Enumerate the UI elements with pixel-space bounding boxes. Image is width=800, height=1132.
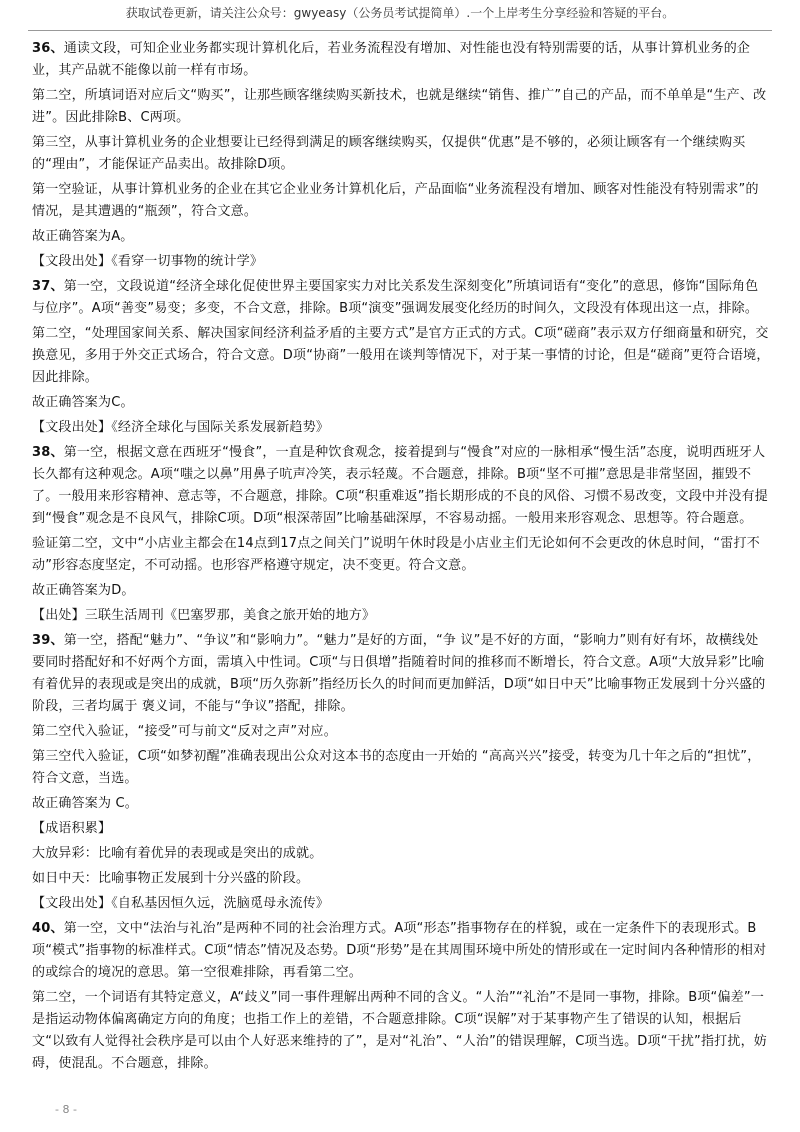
- question-paragraph: [32, 442, 770, 530]
- header-divider: [28, 30, 772, 31]
- paragraph-text: 第三空，从事计算机业务的企业想要让已经得到满足的顾客继续购买，仅提供“优惠”是不够的，必须让顾客有一个继续购买的“理由”，才能保证产品卖出。故排除D项。: [32, 135, 746, 172]
- explanation-paragraph: [32, 392, 770, 414]
- paragraph-text: 第二空，一个词语有其特定意义，A“歧义”同一事件理解出两种不同的含义。“人治”“礼治”不是同一事物，排除。B项“偏差”一是指运动物体偏离确定方向的角度；也指工作上的差错，不合题意排除。C项“误解”对于某事物产生了错误的认知，根据后文“以致有人觉得社会秩序是可以由个人好恶来维持的了”，是对“礼治”、“人治”的错误理解，C项当选。D项“干扰”指打扰，妨碍，使混乱。不合题意，排除。: [32, 990, 767, 1071]
- paragraph-text: 通读文段，可知企业业务都实现计算机化后，若业务流程没有增加、对性能也没有特别需要的话，从事计算机业务的企业，其产品就不能像以前一样有市场。: [32, 41, 751, 78]
- question-number: 37、: [32, 279, 64, 294]
- paragraph-text: 故正确答案为A。: [32, 229, 134, 244]
- paragraph-text: 【文段出处】《看穿一切事物的统计学》: [32, 254, 264, 269]
- explanation-paragraph: [32, 226, 770, 248]
- question-number: 38、: [32, 445, 64, 460]
- paragraph-text: 第二空，“处理国家间关系、解决国家间经济利益矛盾的主要方式”是官方正式的方式。C项“磋商”表示双方仔细商量和研究，交换意见，多用于外交正式场合，符合文意。D项“协商”一般用在谈判等情况下，对于某一事情的讨论，但是“磋商”更符合语境，因此排除。: [32, 326, 770, 385]
- paragraph-text: 【成语积累】: [32, 821, 112, 836]
- page-number: - 8 -: [55, 1103, 77, 1116]
- explanation-paragraph: [32, 605, 770, 627]
- paragraph-text: 第二空，所填词语对应后文“购买”，让那些顾客继续购买新技术，也就是继续“销售、推广”自己的产品，而不单单是“生产、改进”。因此排除B、C两项。: [32, 88, 767, 125]
- paragraph-text: 验证第二空，文中“小店业主都会在14点到17点之间关门”说明午休时段是小店业主们无论如何不会更改的休息时间，“雷打不动”形容态度坚定，不可动摇。也形容严格遵守规定，决不变更。符合文意。: [32, 536, 760, 573]
- explanation-paragraph: [32, 580, 770, 602]
- paragraph-text: 【文段出处】《经济全球化与国际关系发展新趋势》: [32, 420, 330, 435]
- explanation-paragraph: [32, 818, 770, 840]
- paragraph-text: 故正确答案为C。: [32, 395, 134, 410]
- explanation-paragraph: [32, 843, 770, 865]
- question-paragraph: [32, 38, 770, 82]
- paragraph-text: 故正确答案为 C。: [32, 796, 139, 811]
- explanation-paragraph: [32, 533, 770, 577]
- question-number: 40、: [32, 921, 64, 936]
- explanation-paragraph: [32, 417, 770, 439]
- explanation-paragraph: [32, 323, 770, 389]
- paragraph-text: 第一空，搭配“魅力”、“争议”和“影响力”。“魅力”是好的方面，“争 议”是不好的方面，“影响力”则有好有坏，故横线处要同时搭配好和不好两个方面，需填入中性词。C项“与日俱增”指随着时间的推移而不断增长，符合文意。A项“大放异彩”比喻有着优异的表现或是突出的成就，B项“历久弥新”指经历长久的时间而更加鲜活，D项“如日中天”比喻事物正发展到十分兴盛的阶段，三者均属于 褒义词，不能与“争议”搭配，排除。: [32, 633, 766, 714]
- explanation-paragraph: [32, 746, 770, 790]
- paragraph-text: 第二空代入验证，“接受”可与前文“反对之声”对应。: [32, 724, 337, 739]
- paragraph-text: 第一空，文段说道“经济全球化促使世界主要国家实力对比关系发生深刻变化”所填词语有“变化”的意思，修饰“国际角色与位序”。A项“善变”易变；多变，不合文意，排除。B项“演变”强调发展变化经历的时间久，文段没有体现出这一点，排除。: [32, 279, 759, 316]
- page-header: 获取试卷更新，请关注公众号：gwyeasy（公务员考试提简单）.一个上岸考生分享经验和答疑的平台。: [125, 6, 675, 20]
- explanation-paragraph: [32, 721, 770, 743]
- paragraph-text: 故正确答案为D。: [32, 583, 135, 598]
- explanation-paragraph: [32, 251, 770, 273]
- paragraph-text: 第三空代入验证，C项“如梦初醒”准确表现出公众对这本书的态度由一开始的 “高高兴兴”接受，转变为几十年之后的“担忧”，符合文意，当选。: [32, 749, 761, 786]
- question-paragraph: [32, 276, 770, 320]
- paragraph-text: 大放异彩：比喻有着优异的表现或是突出的成就。: [32, 846, 323, 861]
- explanation-paragraph: [32, 132, 770, 176]
- paragraph-text: 第一空，根据文意在西班牙“慢食”，一直是种饮食观念，接着提到与“慢食”对应的一脉相承“慢生活”态度，说明西班牙人长久都有这种观念。A项“嗤之以鼻”用鼻子吭声冷笑，表示轻蔑。不合题意，排除。B项“坚不可摧”意思是非常坚固，摧毁不了。一般用来形容精神、意志等，不合题意，排除。C项“积重难返”指长期形成的不良的风俗、习惯不易改变，文段中并没有提到“慢食”观念是不良风气，排除C项。D项“根深蒂固”比喻基础深厚，不容易动摇。一般用来形容观念、思想等。符合题意。: [32, 445, 768, 526]
- document-body: [32, 38, 770, 1078]
- question-number: 36、: [32, 41, 64, 56]
- explanation-paragraph: [32, 987, 770, 1075]
- paragraph-text: 第一空，文中“法治与礼治”是两种不同的社会治理方式。A项“形态”指事物存在的样貌，或在一定条件下的表现形式。B项“模式”指事物的标准样式。C项“情态”情况及态势。D项“形势”是在其周围环境中所处的情形或在一定时间内各种情形的相对的或综合的境况的意思。第一空很难排除，再看第二空。: [32, 921, 767, 980]
- explanation-paragraph: [32, 793, 770, 815]
- paragraph-text: 【出处】三联生活周刊《巴塞罗那，美食之旅开始的地方》: [32, 608, 376, 623]
- question-paragraph: [32, 630, 770, 718]
- paragraph-text: 【文段出处】《自私基因恒久远，洗脑觅母永流传》: [32, 896, 330, 911]
- explanation-paragraph: [32, 179, 770, 223]
- question-paragraph: [32, 918, 770, 984]
- question-number: 39、: [32, 633, 64, 648]
- paragraph-text: 如日中天：比喻事物正发展到十分兴盛的阶段。: [32, 871, 310, 886]
- explanation-paragraph: [32, 868, 770, 890]
- explanation-paragraph: [32, 893, 770, 915]
- paragraph-text: 第一空验证，从事计算机业务的企业在其它企业业务计算机化后，产品面临“业务流程没有增加、顾客对性能没有特别需求”的情况，是其遭遇的“瓶颈”，符合文意。: [32, 182, 759, 219]
- explanation-paragraph: [32, 85, 770, 129]
